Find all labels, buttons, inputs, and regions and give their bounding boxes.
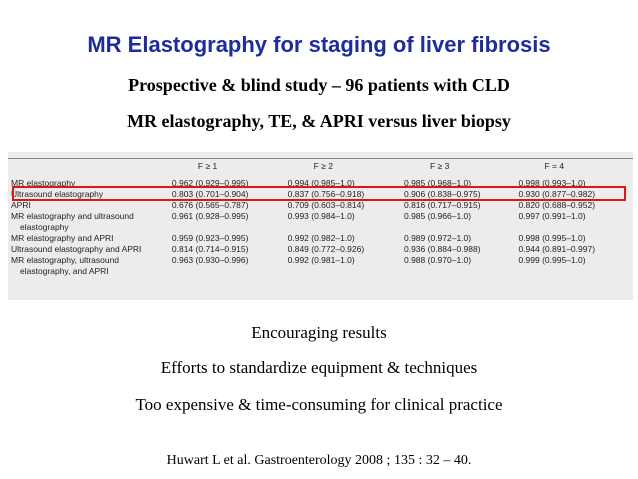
body-line-standardize: Efforts to standardize equipment & techniques — [160, 358, 478, 377]
table-cell — [518, 266, 633, 277]
table-cell: 0.676 (0.565–0.787) — [171, 200, 249, 210]
table-cell: 0.999 (0.995–1.0) — [518, 255, 586, 265]
header-cell: F ≥ 1 — [197, 161, 218, 171]
table-cell: APRI — [11, 200, 31, 210]
table-cell: 0.961 (0.928–0.995) — [171, 211, 249, 221]
table-cell — [288, 222, 404, 233]
table-cell: 0.998 (0.995–1.0) — [518, 233, 586, 243]
table-cell: 0.963 (0.930–0.996) — [171, 255, 249, 265]
table-cell: Ultrasound elastography — [11, 189, 104, 199]
table-cell: MR elastography, ultrasound — [11, 255, 120, 265]
table-cell: elastography, and APRI — [20, 266, 109, 276]
table-cell: MR elastography and APRI — [11, 233, 114, 243]
table-cell: 0.944 (0.891–0.997) — [518, 244, 596, 254]
subtitle-study: Prospective & blind study – 96 patients with CLD — [128, 75, 510, 95]
table-cell: 0.993 (0.984–1.0) — [287, 211, 355, 221]
table-cell: elastography — [20, 222, 69, 232]
table-row — [8, 244, 633, 255]
header-cell: F ≥ 2 — [313, 161, 333, 171]
table-row — [8, 255, 633, 266]
table-top-rule — [8, 158, 633, 159]
table-cell: MR elastography — [11, 178, 76, 188]
table-cell — [288, 266, 404, 277]
citation-reference: Huwart L et al. Gastroenterology 2008 ; 135 : 32 – 40. — [166, 453, 472, 468]
table-cell: 0.930 (0.877–0.982) — [518, 189, 596, 199]
auroc-table — [8, 160, 633, 277]
table-cell — [172, 222, 288, 233]
header-cell: F ≥ 3 — [429, 161, 450, 171]
table-row — [8, 266, 633, 277]
table-header-row — [8, 160, 633, 178]
table-cell: 0.814 (0.714–0.915) — [171, 244, 249, 254]
table-cell: 0.998 (0.993–1.0) — [518, 178, 586, 188]
table-cell: 0.997 (0.991–1.0) — [518, 211, 586, 221]
table-cell: 0.992 (0.982–1.0) — [287, 233, 355, 243]
subtitle-comparison: MR elastography, TE, & APRI versus liver biopsy — [127, 111, 511, 131]
table-cell: 0.849 (0.772–0.926) — [287, 244, 365, 254]
table-cell: 0.936 (0.884–0.988) — [403, 244, 481, 254]
table-cell: Ultrasound elastography and APRI — [11, 244, 142, 254]
table-row — [8, 211, 633, 222]
table-row — [8, 222, 633, 233]
table-cell: 0.989 (0.972–1.0) — [403, 233, 472, 243]
table-cell: 0.962 (0.929–0.995) — [171, 178, 249, 188]
table-cell — [404, 222, 518, 233]
table-cell: 0.988 (0.970–1.0) — [403, 255, 472, 265]
table-cell — [404, 266, 518, 277]
table-cell: 0.837 (0.756–0.918) — [287, 189, 365, 199]
table-cell: 0.803 (0.701–0.904) — [171, 189, 249, 199]
table-cell: 0.985 (0.966–1.0) — [403, 211, 472, 221]
table-cell — [518, 222, 633, 233]
table-cell: 0.906 (0.838–0.975) — [403, 189, 481, 199]
table-cell: 0.985 (0.968–1.0) — [403, 178, 472, 188]
table-cell: 0.709 (0.603–0.814) — [287, 200, 365, 210]
table-cell: 0.994 (0.985–1.0) — [287, 178, 355, 188]
header-cell — [8, 160, 172, 178]
body-line-encouraging: Encouraging results — [251, 323, 387, 342]
table-row — [8, 233, 633, 244]
header-cell: F = 4 — [544, 161, 565, 171]
table-cell: 0.992 (0.981–1.0) — [287, 255, 355, 265]
body-line-expensive: Too expensive & time-consuming for clinical practice — [135, 395, 503, 414]
table-row — [8, 200, 633, 211]
slide-title: MR Elastography for staging of liver fibrosis — [87, 32, 551, 57]
table-cell: 0.816 (0.717–0.915) — [403, 200, 481, 210]
table-cell: 0.959 (0.923–0.995) — [171, 233, 249, 243]
mr-elastography-highlight-box — [12, 186, 626, 201]
table-cell — [172, 266, 288, 277]
table-cell: 0.820 (0.688–0.952) — [518, 200, 596, 210]
table-cell: MR elastography and ultrasound — [11, 211, 134, 221]
results-table-image — [8, 152, 633, 300]
